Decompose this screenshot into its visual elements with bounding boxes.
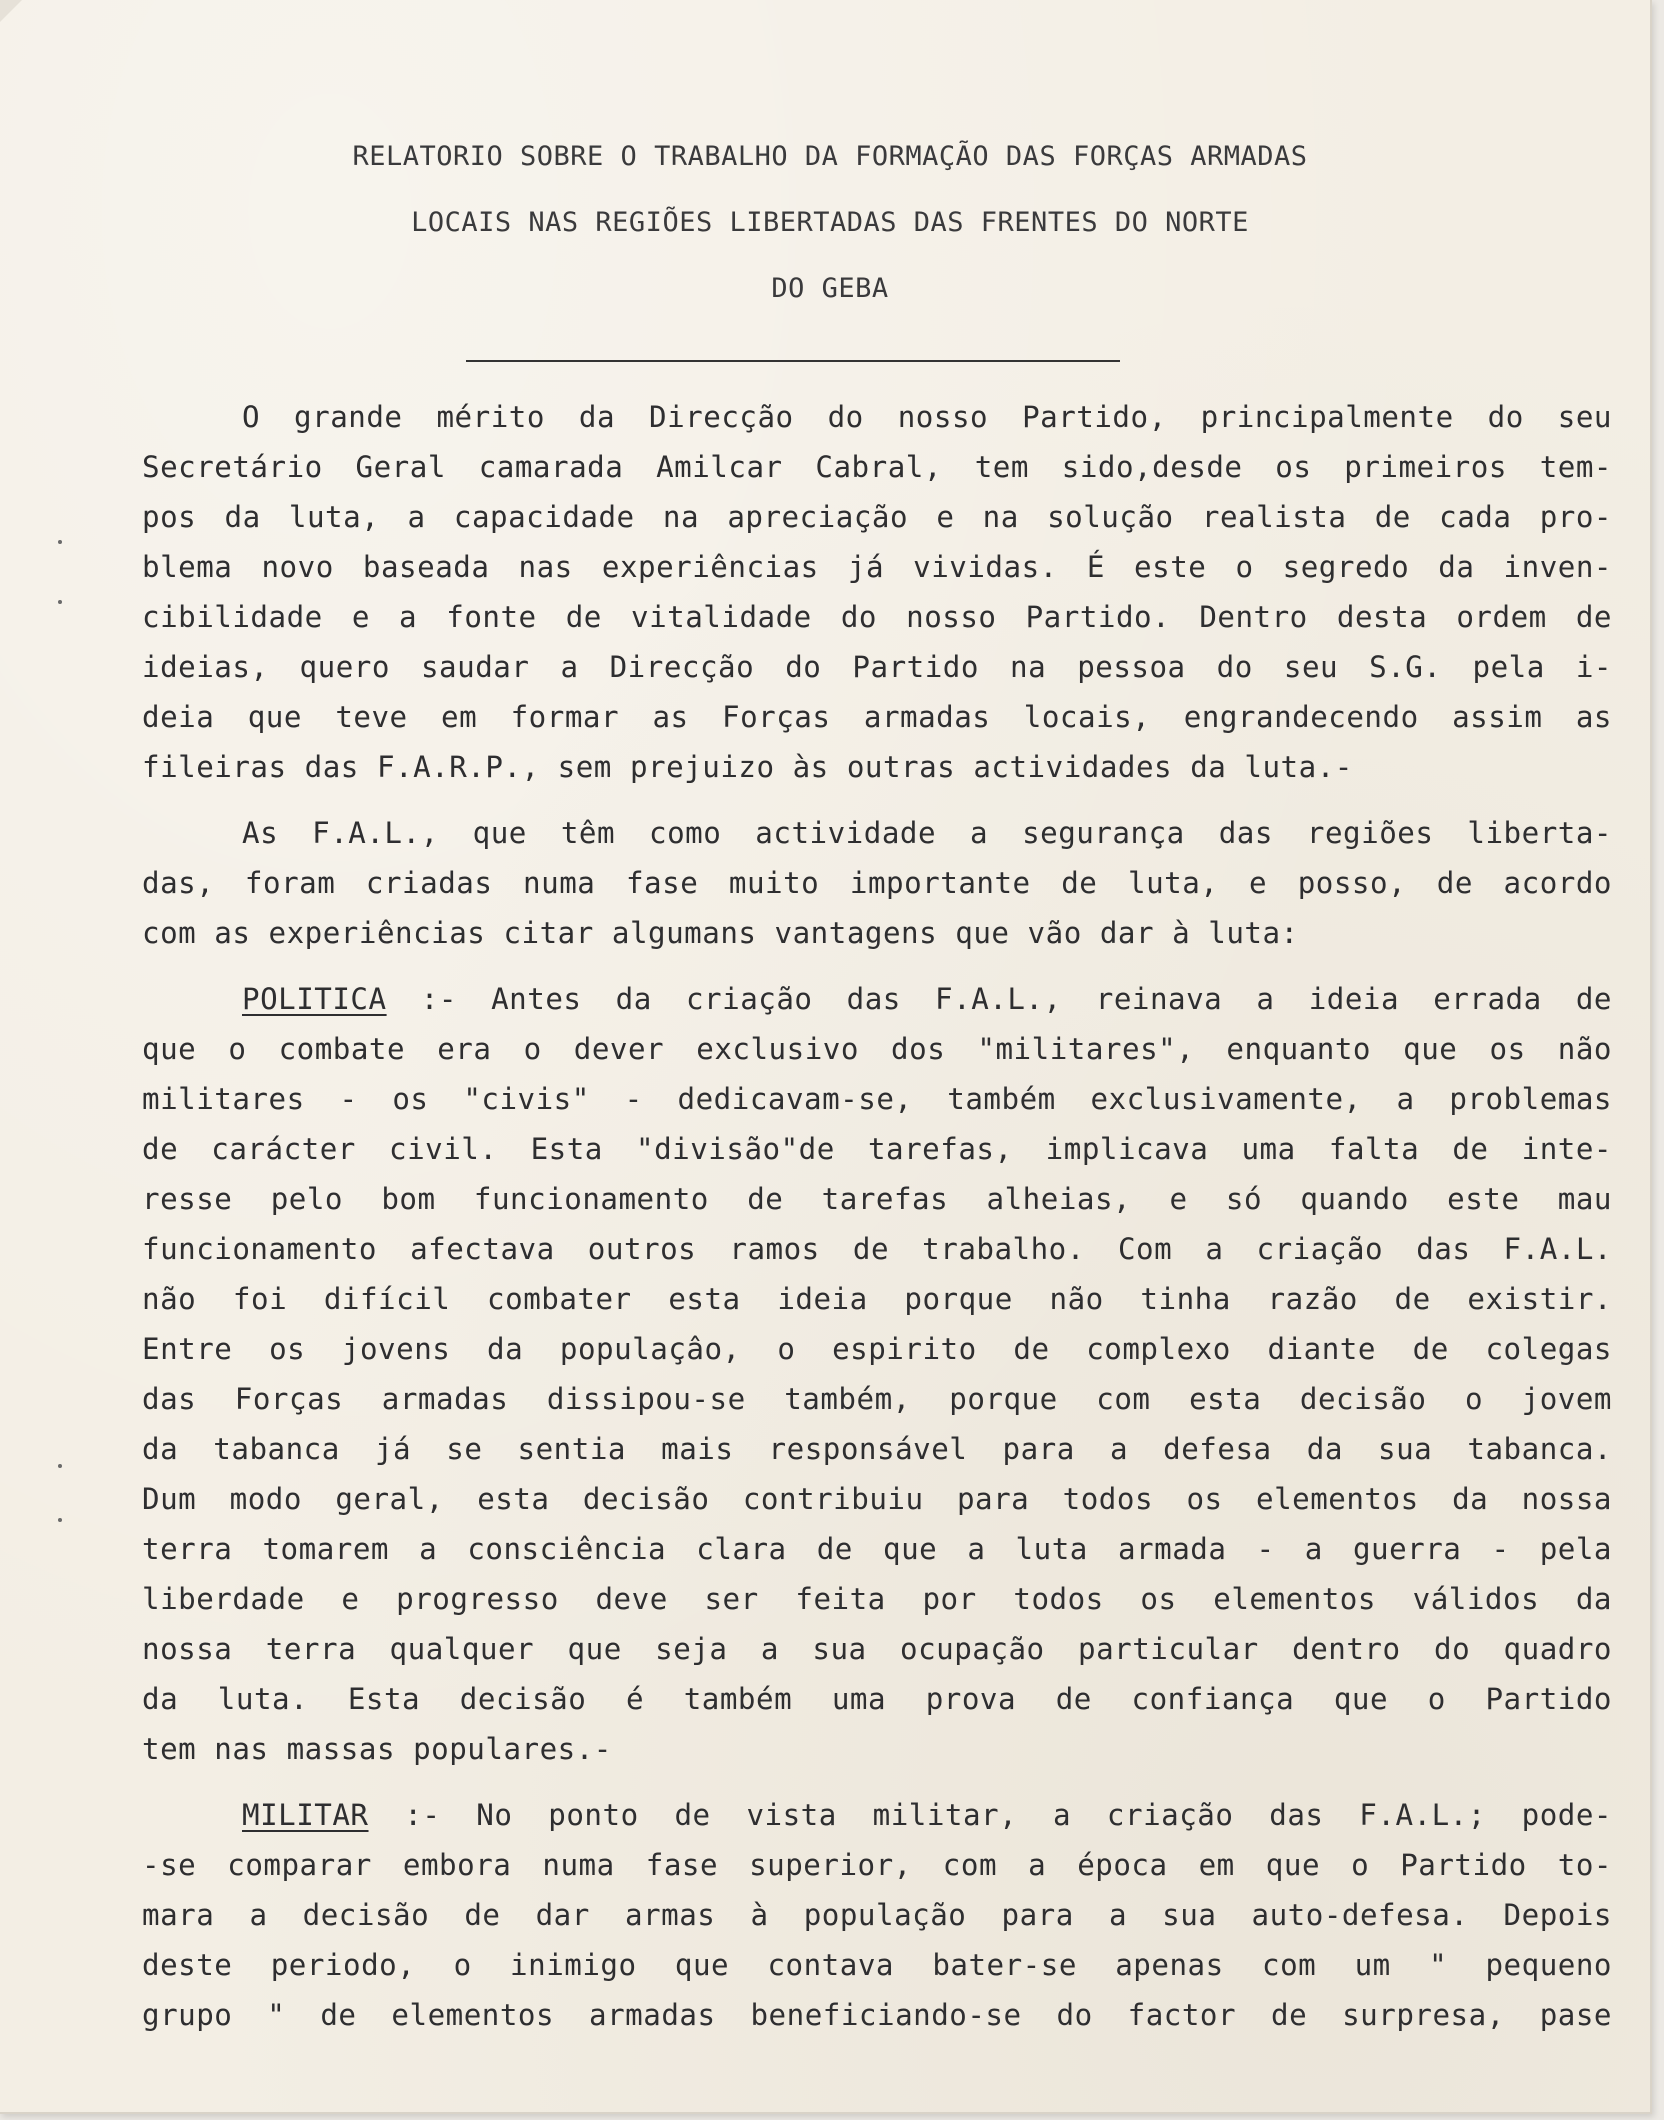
politica-line: resse pelo bom funcionamento de tarefas alheias, e só quando este mau [142,1182,1612,1216]
militar-line: -se comparar embora numa fase superior, com a época em que o Partido to- [142,1848,1612,1882]
politica-first-line [142,974,1612,1024]
politica-line: Entre os jovens da populaçâo, o espirito de complexo diante de colegas [142,1332,1612,1366]
politica-line: tem nas massas populares.- [142,1732,612,1766]
title-line-3: DO GEBA [771,273,889,304]
document-body [142,392,1612,2040]
politica-line: nossa terra qualquer que seja a sua ocupação particular dentro do quadro [142,1632,1612,1666]
militar-line: grupo " de elementos armadas beneficiando-se do factor de surpresa, pase [142,1998,1612,2032]
politica-line: da luta. Esta decisão é também uma prova de confiança que o Partido [142,1682,1612,1716]
title-line-2: LOCAIS NAS REGIÕES LIBERTADAS DAS FRENTES DO NORTE [411,207,1249,238]
militar-first-line-text: :- No ponto de vista militar, a criação das F.A.L.; pode- [368,1798,1612,1832]
title-line-1: RELATORIO SOBRE O TRABALHO DA FORMAÇÃO DAS FORÇAS ARMADAS [352,141,1308,172]
militar-line: mara a decisão de dar armas à população para a sua auto-defesa. Depois [142,1898,1612,1932]
paragraph-1-line: deia que teve em formar as Forças armadas locais, engrandecendo assim as [142,700,1612,734]
bleed-through-decoration [100,80,1600,81]
document-title [200,140,1460,338]
politica-line: da tabanca já se sentia mais responsável para a defesa da sua tabanca. [142,1432,1612,1466]
militar-first-line [142,1790,1612,1840]
politica-line: funcionamento afectava outros ramos de trabalho. Com a criação das F.A.L. [142,1232,1612,1266]
politica-line: Dum modo geral, esta decisão contribuiu para todos os elementos da nossa [142,1482,1612,1516]
militar-line: deste periodo, o inimigo que contava bater-se apenas com um " pequeno [142,1948,1612,1982]
politica-line: militares - os "civis" - dedicavam-se, também exclusivamente, a problemas [142,1082,1612,1116]
margin-speck [58,600,62,604]
margin-speck [58,1464,62,1468]
militar-heading: MILITAR [242,1798,369,1832]
politica-line: que o combate era o dever exclusivo dos "militares", enquanto que os não [142,1032,1612,1066]
politica-first-line-text: :- Antes da criação das F.A.L., reinava a ideia errada de [386,982,1612,1016]
politica-line: das Forças armadas dissipou-se também, porque com esta decisão o jovem [142,1382,1612,1416]
politica-line: não foi difícil combater esta ideia porque não tinha razão de existir. [142,1282,1612,1316]
title-underline [466,360,1120,362]
paragraph-2-line: das, foram criadas numa fase muito importante de luta, e posso, de acordo [142,866,1612,900]
paragraph-1-line: blema novo baseada nas experiências já vividas. É este o segredo da inven- [142,550,1612,584]
paragraph-2-line: As F.A.L., que têm como actividade a segurança das regiões liberta- [242,816,1612,850]
margin-speck [58,1518,62,1522]
politica-heading: POLITICA [242,982,387,1016]
paragraph-2-line: com as experiências citar algumans vantagens que vão dar à luta: [142,916,1299,950]
paragraph-1-line: pos da luta, a capacidade na apreciação e na solução realista de cada pro- [142,500,1612,534]
margin-speck [58,540,62,544]
politica-line: liberdade e progresso deve ser feita por todos os elementos válidos da [142,1582,1612,1616]
paragraph-1-line: cibilidade e a fonte de vitalidade do nosso Partido. Dentro desta ordem de [142,600,1612,634]
politica-line: terra tomarem a consciência clara de que a luta armada - a guerra - pela [142,1532,1612,1566]
politica-line: de carácter civil. Esta "divisão"de tarefas, implicava uma falta de inte- [142,1132,1612,1166]
paragraph-1-line: Secretário Geral camarada Amilcar Cabral, tem sido,desde os primeiros tem- [142,450,1612,484]
paragraph-1-line: fileiras das F.A.R.P., sem prejuizo às outras actividades da luta.- [142,750,1353,784]
page-corner-fold [0,0,22,22]
paragraph-1-line: O grande mérito da Direcção do nosso Partido, principalmente do seu [242,400,1612,434]
paragraph-1-line: ideias, quero saudar a Direcção do Partido na pessoa do seu S.G. pela i- [142,650,1612,684]
